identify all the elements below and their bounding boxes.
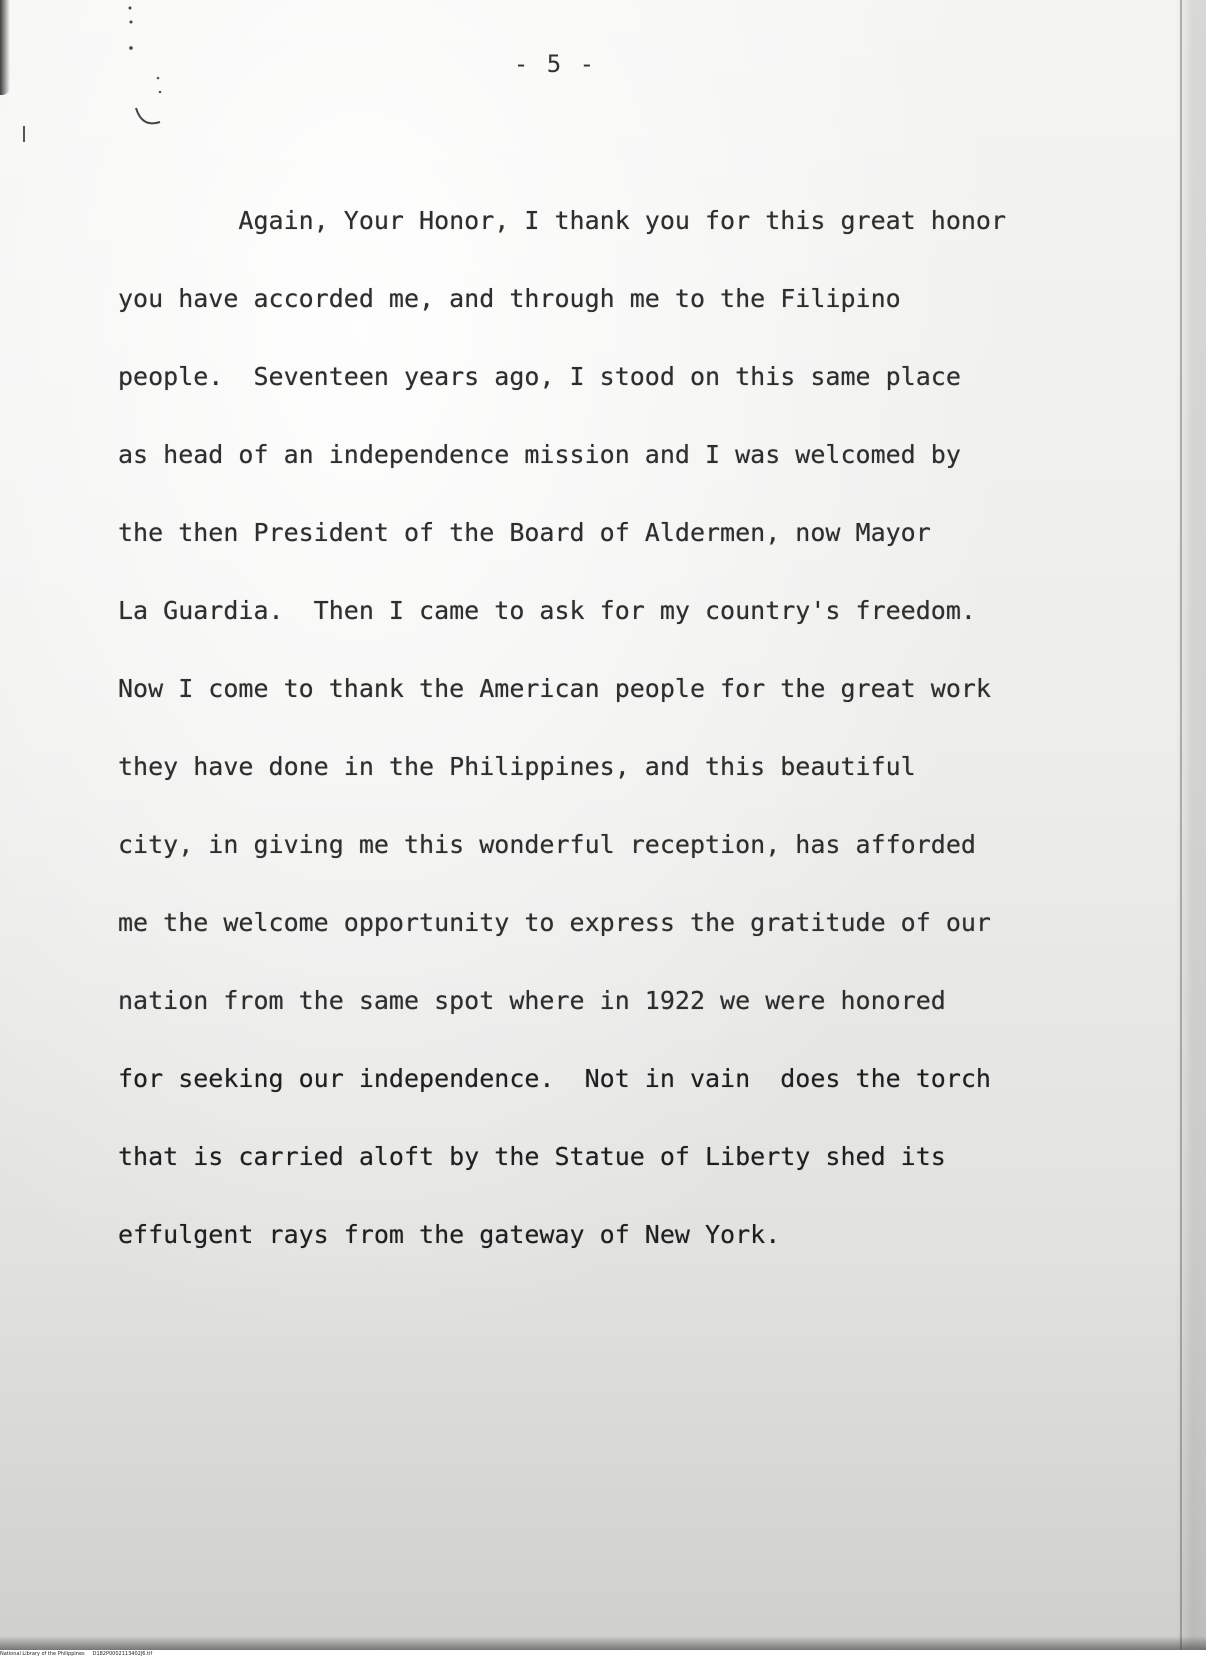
text-line: Now I come to thank the American people for the great work [118, 674, 991, 703]
left-edge-tick [23, 126, 25, 142]
punch-arc [136, 108, 160, 123]
text-line: city, in giving me this wonderful reception, has afforded [118, 830, 976, 859]
text-line: La Guardia. Then I came to ask for my country's freedom. [118, 596, 976, 625]
binding-edge-line [1180, 0, 1182, 1650]
text-line: they have done in the Philippines, and this beautiful [118, 752, 916, 781]
text-line: the then President of the Board of Aldermen, now Mayor [118, 518, 931, 547]
text-line: me the welcome opportunity to express the gratitude of our [118, 908, 991, 937]
text-line: that is carried aloft by the Statue of Liberty shed its [118, 1142, 946, 1171]
punch-dot [129, 7, 132, 10]
left-edge-mark [0, 0, 10, 95]
text-line: people. Seventeen years ago, I stood on this same place [118, 362, 961, 391]
page-number: - 5 - [513, 50, 597, 78]
text-line: nation from the same spot where in 1922 we were honored [118, 986, 946, 1015]
typed-paragraph [118, 198, 1108, 1290]
text-line: for seeking our independence. Not in vain does the torch [118, 1064, 991, 1093]
text-line: effulgent rays from the gateway of New York. [118, 1220, 781, 1249]
page-bottom-shadow [0, 1636, 1206, 1650]
footer-source: National Library of the Philippines [0, 1651, 85, 1657]
footer-file-id: D182P0002113402J6.tif [92, 1651, 153, 1657]
punch-dot [159, 91, 162, 94]
text-line: as head of an independence mission and I was welcomed by [118, 440, 961, 469]
text-line: Again, Your Honor, I thank you for this great honor [118, 206, 1007, 235]
scan-footer [0, 1650, 1206, 1658]
punch-dot [130, 21, 133, 24]
text-line: you have accorded me, and through me to the Filipino [118, 284, 901, 313]
